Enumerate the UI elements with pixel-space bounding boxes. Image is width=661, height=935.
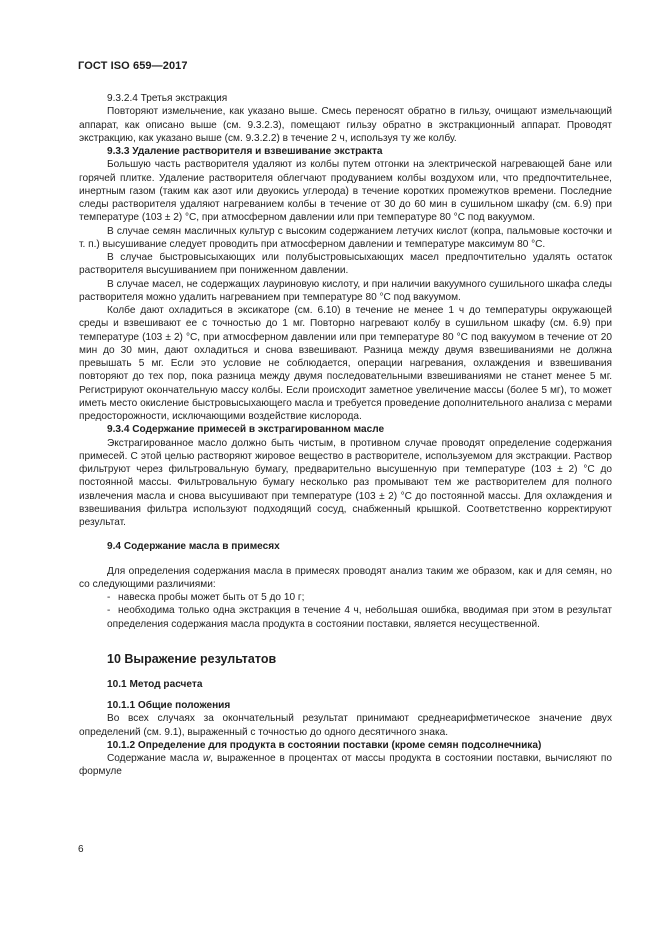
list-item-text: навеска пробы может быть от 5 до 10 г; — [118, 592, 305, 603]
section-number: 9.3.3 — [107, 146, 130, 157]
paragraph: Большую часть растворителя удаляют из колбы путем отгонки на электрической нагревающей бане или горячей плитке. Удаление растворителя облегчают продуванием колбы воздухом или, что предпочтительнее, инертным газом (таким как азот или двуокись углерода) в течение коротких промежутков времени. Последние следы растворителя удаляют нагреванием колбы в течение от 30 до 60 мин в сушильном шкафу (см. 6.9) при температуре (103 ± 2) °С, при атмосферном давлении или при температуре 80 °С под вакуумом. — [79, 159, 612, 224]
page-number: 6 — [78, 844, 84, 855]
section-number: 10.1 — [107, 678, 127, 690]
subsection-9-3-4-heading — [79, 423, 612, 436]
paragraph: В случае быстровысыхающих или полубыстровысыхающих масел предпочтительно удалять остаток растворителя высушиванием при пониженном давлении. — [79, 252, 612, 277]
section-title: Определение для продукта в состоянии поставки (кроме семян подсолнечника) — [137, 739, 542, 751]
section-number: 10.1.1 — [107, 700, 136, 711]
section-9-4-heading — [79, 540, 612, 553]
section-10-1-2-heading — [79, 739, 612, 752]
paragraph: В случае семян масличных культур с высоким содержанием летучих кислот (копра, пальмовые косточки и т. п.) высушивание следует проводить при атмосферном давлении и температуре максимум 80 °С. — [79, 225, 612, 250]
page-content — [79, 92, 612, 779]
list-item — [79, 591, 612, 604]
section-title: Удаление растворителя и взвешивание экстракта — [132, 146, 383, 157]
subsection-9-3-2-4-heading: 9.3.2.4 Третья экстракция — [107, 93, 228, 104]
paragraph: Колбе дают охладиться в эксикаторе (см. 6.10) в течение не менее 1 ч до температуры окружающей среды и взвешивают ее с точностью до 1 мг. Повторно нагревают колбу в сушильном шкафу (см. 6.9) при температуре (103 ± 2) °С, при атмосферном давлении или при температуре 80 °С под вакуумом в течение от 20 мин до 30 мин, дают охладиться и снова взвешивают. Разница между двумя взвешиваниями не должна превышать 5 мг. Если это условие не соблюдается, операции нагревания, охлаждения и взвешивания повторяют до тех пор, пока разница между двумя последовательными взвешиваниями не станет менее 5 мг. Регистрируют окончательную массу колбы. Если происходит заметное увеличение массы (более 5 мг), то может иметь место окисление быстровысыхающего масла и требуется проведение дополнительного анализа с мерами предосторожности, исключающими воздействие кислорода. — [79, 305, 612, 422]
list-item-text: необходима только одна экстракция в течение 4 ч, небольшая ошибка, вводимая при этом в результат определения содержания масла продукта в состоянии поставки, является несущественной. — [107, 605, 612, 630]
section-title: Метод расчета — [129, 678, 203, 690]
paragraph: Повторяют измельчение, как указано выше. Смесь переносят обратно в гильзу, очищают измельчающий аппарат, как описано выше (см. 9.3.2.3), помещают гильзу обратно в экстракционный аппарат. Проводят экстракцию, как указано выше (см. 9.3.2.2) в течение 2 ч, используя ту же колбу. — [79, 106, 612, 144]
section-number: 10 — [107, 651, 121, 666]
paragraph: Во всех случаях за окончательный результат принимают среднеарифметическое значение двух определений (см. 9.1), выраженный с точностью до одного десятичного знака. — [79, 713, 612, 738]
section-title: Содержание масла в примесях — [123, 541, 280, 553]
paragraph — [79, 752, 612, 779]
text-run: , выраженное в процентах от массы продукта в состоянии поставки, вычисляют по формуле — [79, 753, 613, 778]
section-10-1-heading — [79, 678, 612, 691]
section-title: Выражение результатов — [124, 651, 277, 666]
section-number: 9.3.4 — [107, 424, 130, 436]
section-title: Содержание примесей в экстрагированном масле — [132, 424, 385, 436]
section-number: 9.4 — [107, 541, 122, 553]
paragraph: Для определения содержания масла в примесях проводят анализ таким же образом, как и для семян, но со следующими различиями: — [79, 565, 612, 590]
dash-marker: - — [107, 605, 111, 617]
standard-header: ГОСТ ISO 659—2017 — [78, 60, 188, 72]
section-number: 10.1.2 — [107, 739, 136, 751]
dash-marker: - — [107, 592, 111, 603]
paragraph: Экстрагированное масло должно быть чистым, в противном случае проводят определение содержания примесей. С этой целью растворяют жировое вещество в растворителе, используемом для экстракции. Раствор фильтруют через фильтровальную бумагу, предварительно высушенную при температуре (103 ± 2) °С до постоянной массы. Фильтровальную бумагу несколько раз промывают тем же растворителем для полного извлечения масла и снова высушивают при температуре (103 ± 2) °С до постоянной массы. Для охлаждения и взвешивания фильтра используют подходящий сосуд, снабженный крышкой. Соответственно корректируют результат. — [79, 437, 612, 528]
paragraph: В случае масел, не содержащих лауриновую кислоту, и при наличии вакуумного сушильного шкафа следы растворителя можно удалить нагреванием при температуре 80 °С под вакуумом. — [79, 278, 612, 303]
section-title: Общие положения — [137, 700, 231, 711]
section-10-1-1-heading — [79, 699, 612, 712]
subsection-9-3-3-heading — [79, 145, 612, 158]
list-item — [79, 604, 612, 631]
text-run: Содержание масла — [107, 753, 203, 764]
section-10-heading — [79, 651, 612, 667]
symbol-w: w — [202, 753, 211, 764]
